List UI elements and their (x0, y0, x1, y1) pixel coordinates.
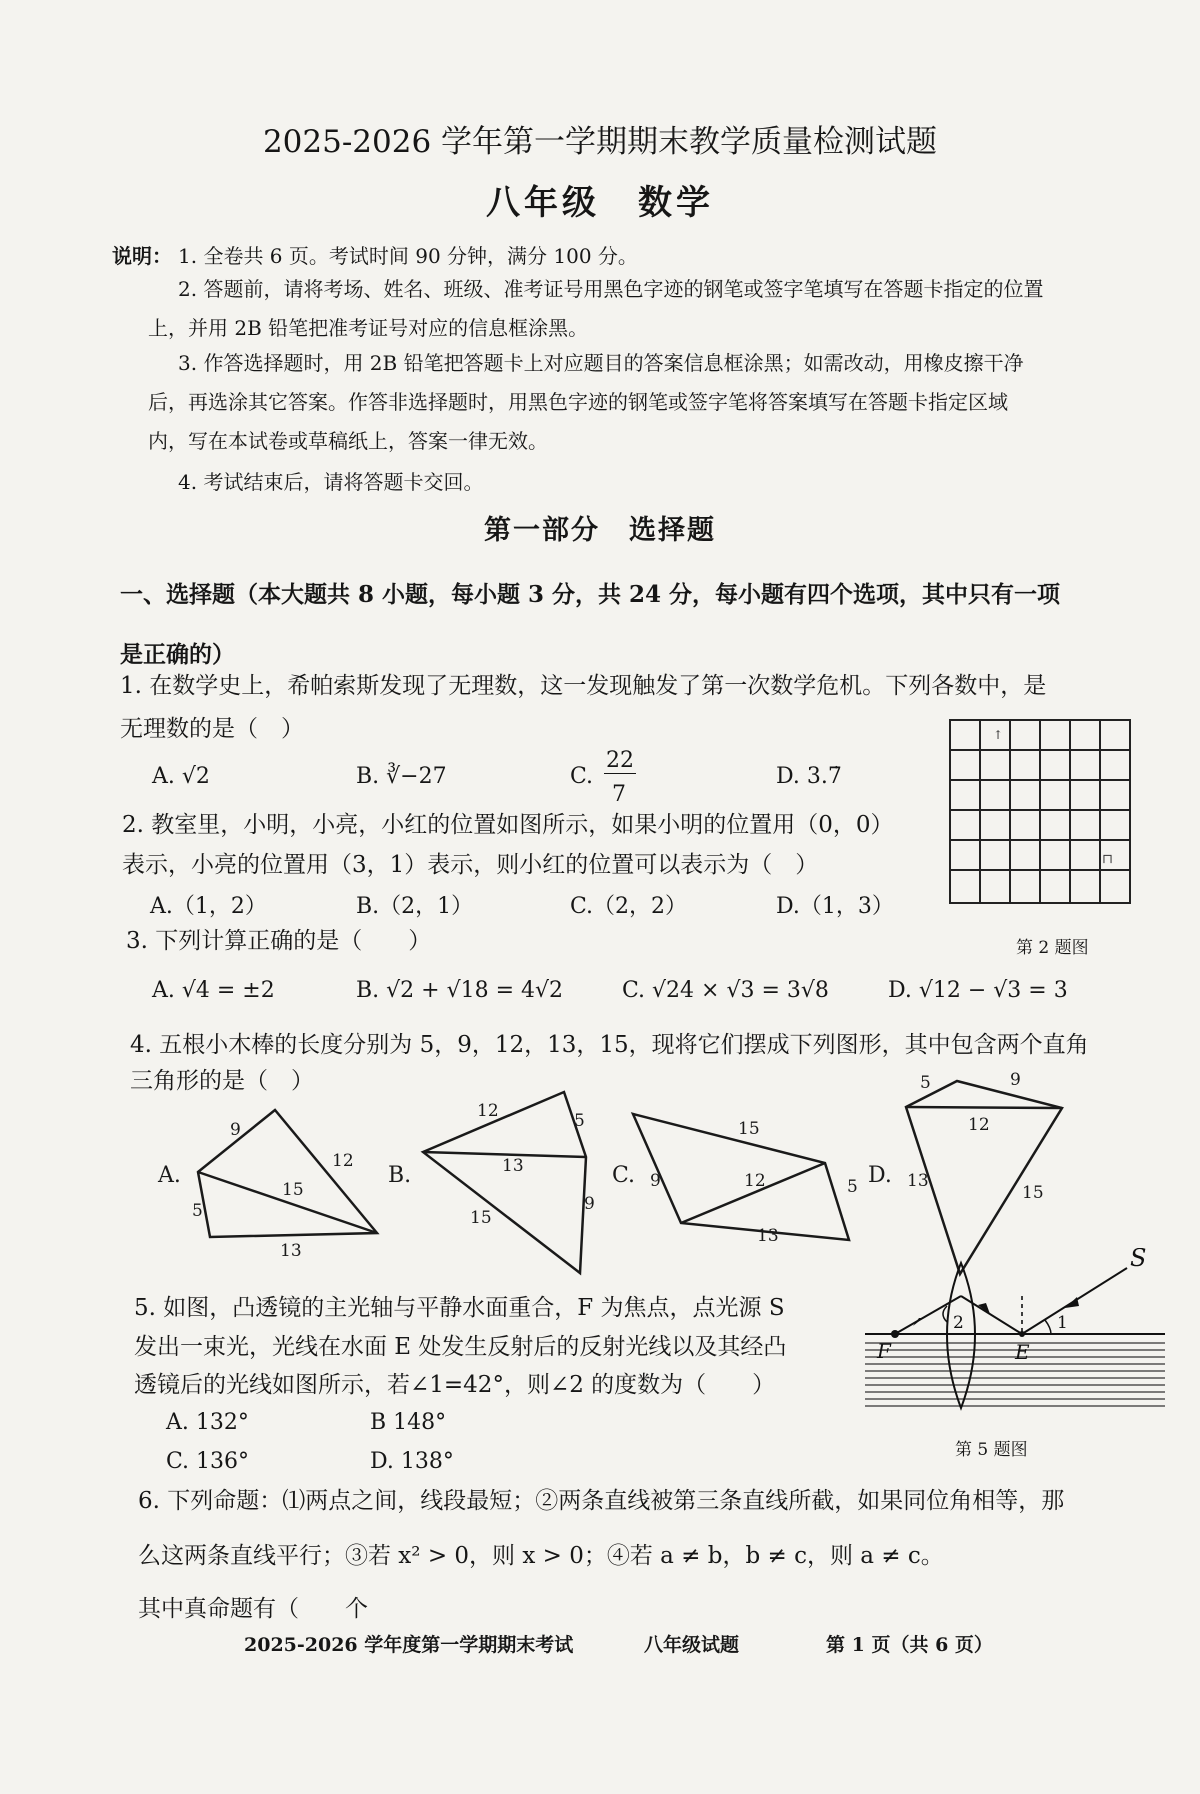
q1-option-b: B. ∛−27 (356, 764, 447, 789)
q4-figure-a-shape (198, 1110, 377, 1237)
q2-option-d: D.（1，3） (776, 894, 894, 919)
footer-exam-name: 2025-2026 学年度第一学期期末考试 (244, 1634, 574, 1656)
q2-figure-caption: 第 2 题图 (1016, 938, 1089, 958)
q1-option-c-numerator: 22 (606, 748, 634, 773)
q4-a-len-5: 13 (280, 1241, 302, 1261)
q1-option-a: A. √2 (152, 764, 210, 789)
note-4: 4. 考试结束后，请将答题卡交回。 (178, 470, 484, 494)
note-3b: 后，再选涂其它答案。作答非选择题时，用黑色字迹的钢笔或签字笔将答案填写在答题卡指定区域 (148, 390, 1008, 414)
q4-b-len-3: 13 (502, 1156, 524, 1176)
q4-figure-b-label: B. (388, 1163, 412, 1188)
q5-option-c: C. 136° (166, 1449, 250, 1474)
notes-label: 说明： (112, 244, 172, 268)
q4-stem-a: 4. 五根小木棒的长度分别为 5，9，12，13，15，现将它们摆成下列图形，其中包含两个直角 (130, 1032, 1089, 1058)
q4-a-len-4: 5 (192, 1201, 203, 1221)
q4-figure-d-label: D. (868, 1163, 892, 1188)
exam-title: 2025-2026 学年第一学期期末教学质量检测试题 (262, 124, 938, 160)
q1-stem-a: 1. 在数学史上，希帕索斯发现了无理数，这一发现触发了第一次数学危机。下列各数中，是 (120, 673, 1047, 699)
note-1: 1. 全卷共 6 页。考试时间 90 分钟，满分 100 分。 (178, 244, 638, 268)
part1-heading-a: 一、选择题（本大题共 8 小题，每小题 3 分，共 24 分，每小题有四个选项，其中只有一项 (120, 581, 1061, 608)
q1-stem-b: 无理数的是（ ） (120, 716, 304, 742)
q4-a-len-1: 9 (230, 1120, 241, 1140)
q4-d-len-3: 12 (968, 1115, 990, 1135)
q5-stem-b: 发出一束光，光线在水面 E 处发生反射后的反射光线以及其经凸 (134, 1334, 787, 1360)
q4-d-len-1: 5 (920, 1073, 931, 1093)
q6-stem-b: 么这两条直线平行；③若 x² > 0，则 x > 0；④若 a ≠ b，b ≠ c，则 a ≠ c。 (138, 1543, 944, 1569)
q4-b-len-2: 5 (574, 1111, 585, 1131)
q5-label-s: S (1130, 1248, 1147, 1272)
q5-figure-caption: 第 5 题图 (955, 1440, 1028, 1460)
exam-subtitle: 八年级 数学 (486, 183, 714, 223)
q5-option-b: B 148° (370, 1410, 447, 1435)
q4-c-len-4: 5 (847, 1177, 858, 1197)
q3-option-b: B. √2 + √18 = 4√2 (356, 978, 564, 1003)
q4-c-len-3: 12 (744, 1171, 766, 1191)
note-2a: 2. 答题前，请将考场、姓名、班级、准考证号用黑色字迹的钢笔或签字笔填写在答题卡指定的位置 (178, 277, 1044, 301)
q4-c-len-2: 9 (650, 1171, 661, 1191)
q5-option-d: D. 138° (370, 1449, 454, 1474)
q5-option-a: A. 132° (166, 1410, 249, 1435)
footer-page-number: 第 1 页（共 6 页） (826, 1634, 993, 1656)
convex-lens (947, 1263, 975, 1408)
q4-figure-b-shape (423, 1092, 586, 1273)
q2-option-c: C.（2，2） (570, 894, 688, 919)
svg-text:⊓: ⊓ (1102, 852, 1113, 867)
q4-a-len-3: 15 (282, 1180, 304, 1200)
q4-stem-b: 三角形的是（ ） (130, 1068, 314, 1094)
q2-option-b: B.（2，1） (356, 894, 474, 919)
q5-label-angle-2: 2 (953, 1313, 964, 1333)
q5-stem-c: 透镜后的光线如图所示，若∠1=42°，则∠2 的度数为（ ） (134, 1372, 776, 1398)
q4-b-len-1: 12 (477, 1101, 499, 1121)
q4-d-len-2: 9 (1010, 1070, 1021, 1090)
part1-heading-b: 是正确的） (120, 641, 235, 668)
note-3c: 内，写在本试卷或草稿纸上，答案一律无效。 (148, 429, 548, 453)
q2-stem-a: 2. 教室里，小明，小亮，小红的位置如图所示，如果小明的位置用（0，0） (122, 812, 894, 838)
q4-c-len-1: 15 (738, 1119, 760, 1139)
q5-label-e: E (1015, 1340, 1030, 1364)
footer-grade: 八年级试题 (644, 1634, 740, 1656)
q4-figure-d-shape (906, 1081, 1062, 1274)
q3-option-c: C. √24 × √3 = 3√8 (622, 978, 829, 1003)
q3-option-d: D. √12 − √3 = 3 (888, 978, 1068, 1003)
q4-a-len-2: 12 (332, 1151, 354, 1171)
q4-figure-c-label: C. (612, 1163, 636, 1188)
q5-lens-figure (865, 1248, 1165, 1423)
q4-figure-a-label: A. (158, 1163, 181, 1188)
q1-option-c-denominator: 7 (612, 782, 626, 807)
q4-b-len-5: 9 (584, 1194, 595, 1214)
q5-stem-a: 5. 如图，凸透镜的主光轴与平静水面重合，F 为焦点，点光源 S (134, 1295, 785, 1321)
q4-c-len-5: 13 (757, 1226, 779, 1246)
note-2b: 上，并用 2B 铅笔把准考证号对应的信息框涂黑。 (148, 316, 589, 340)
q2-seat-grid (945, 715, 1135, 935)
svg-text:↑: ↑ (993, 728, 1004, 742)
q4-b-len-4: 15 (470, 1208, 492, 1228)
q2-option-a: A.（1，2） (150, 894, 267, 919)
q3-stem: 3. 下列计算正确的是（ ） (126, 928, 432, 954)
q6-stem-a: 6. 下列命题：⑴两点之间，线段最短；②两条直线被第三条直线所截，如果同位角相等，那 (138, 1488, 1065, 1514)
note-3a: 3. 作答选择题时，用 2B 铅笔把答题卡上对应题目的答案信息框涂黑；如需改动，用橡皮擦干净 (178, 351, 1024, 375)
q3-option-a: A. √4 = ±2 (152, 978, 275, 1003)
q4-d-len-5: 15 (1022, 1183, 1044, 1203)
q5-label-angle-1: 1 (1057, 1313, 1068, 1333)
section-title: 第一部分 选择题 (484, 515, 716, 546)
q2-stem-b: 表示，小亮的位置用（3，1）表示，则小红的位置可以表示为（ ） (122, 852, 819, 878)
q6-stem-c: 其中真命题有（ 个 (138, 1596, 368, 1622)
q1-option-c-prefix: C. (570, 764, 594, 789)
q1-option-d: D. 3.7̇ (776, 764, 842, 789)
q5-label-f: F (877, 1339, 891, 1363)
q4-d-len-4: 13 (907, 1171, 929, 1191)
